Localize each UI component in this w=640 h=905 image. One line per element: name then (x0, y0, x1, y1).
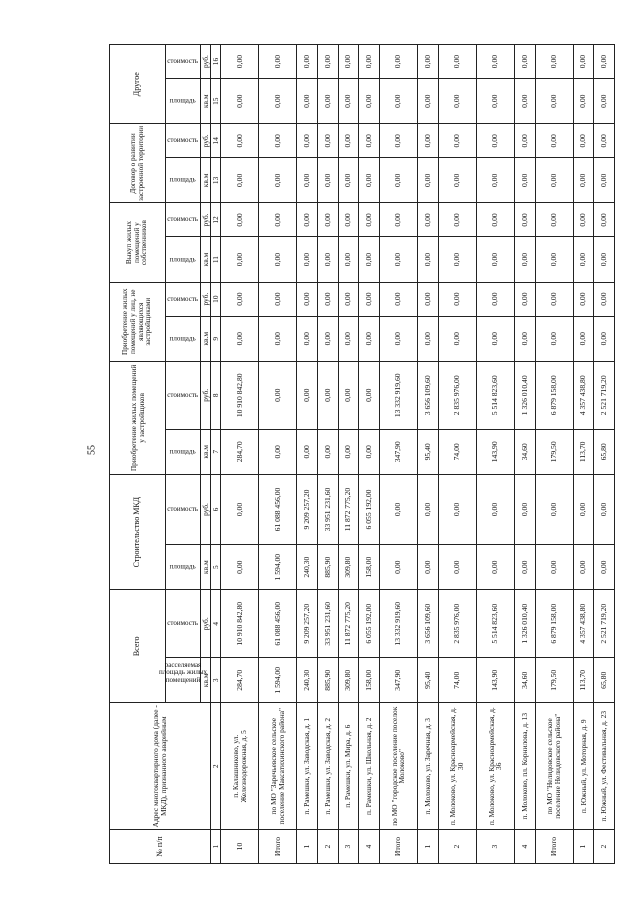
value-cell: 0,00 (379, 474, 417, 544)
value-cell: 0,00 (417, 203, 438, 237)
value-cell: 309,80 (338, 658, 359, 703)
value-cell: 0,00 (297, 237, 318, 282)
table-row (317, 45, 338, 864)
row-number-cell: 1 (297, 830, 318, 864)
address-cell: п. Рамешки, ул. Мира, д. 6 (338, 703, 359, 830)
value-cell: 0,00 (359, 237, 380, 282)
value-cell: 1 594,00 (259, 658, 297, 703)
header-cost: стоимость (166, 45, 201, 79)
col-number: 8 (211, 361, 221, 429)
value-cell: 0,00 (514, 545, 535, 590)
value-cell: 11 872 775,20 (338, 590, 359, 658)
value-cell: 113,70 (573, 429, 594, 474)
value-cell: 5 514 823,60 (476, 361, 514, 429)
value-cell: 284,70 (221, 658, 259, 703)
address-cell: п. Южный, ул. Моторная, д. 9 (573, 703, 594, 830)
value-cell: 0,00 (535, 474, 573, 544)
col-number: 13 (211, 158, 221, 203)
row-number-cell: 2 (594, 830, 615, 864)
header-area: площадь (166, 237, 201, 282)
value-cell: 0,00 (514, 79, 535, 124)
value-cell: 4 357 438,80 (573, 590, 594, 658)
value-cell: 0,00 (594, 79, 615, 124)
value-cell: 0,00 (417, 282, 438, 316)
value-cell: 0,00 (438, 79, 476, 124)
value-cell: 0,00 (476, 203, 514, 237)
address-cell: п. Калашниково, ул. Железнодорожная, д. 5 (221, 703, 259, 830)
address-cell: п. Рамешки, ул. Заводская, д. 1 (297, 703, 318, 830)
value-cell: 0,00 (476, 158, 514, 203)
value-cell: 0,00 (297, 316, 318, 361)
value-cell: 0,00 (438, 545, 476, 590)
col-number: 6 (211, 474, 221, 544)
row-number-cell: 1 (417, 830, 438, 864)
value-cell: 0,00 (359, 203, 380, 237)
unit-cell: руб. (201, 124, 211, 158)
value-cell: 11 872 775,20 (338, 474, 359, 544)
unit-cell: кв.м (201, 237, 211, 282)
column-numbers-row (211, 45, 221, 864)
unit-cell: кв.м (201, 545, 211, 590)
value-cell: 0,00 (417, 45, 438, 79)
value-cell: 0,00 (594, 203, 615, 237)
value-cell: 0,00 (535, 124, 573, 158)
value-cell: 10 910 842,80 (221, 361, 259, 429)
value-cell: 0,00 (514, 474, 535, 544)
value-cell: 0,00 (514, 237, 535, 282)
address-cell: по МО "Нелидовское сельское поселение Нелидовского района" (535, 703, 573, 830)
value-cell: 0,00 (221, 545, 259, 590)
value-cell: 9 209 257,20 (297, 590, 318, 658)
row-number-cell: Итого (259, 830, 297, 864)
value-cell: 0,00 (317, 282, 338, 316)
value-cell: 0,00 (594, 158, 615, 203)
value-cell: 61 088 456,00 (259, 474, 297, 544)
value-cell: 0,00 (476, 545, 514, 590)
value-cell: 65,80 (594, 658, 615, 703)
value-cell: 0,00 (221, 79, 259, 124)
value-cell: 1 326 010,40 (514, 590, 535, 658)
header-group-developers: Приобретение жилых помещений у застройщиков (110, 361, 166, 474)
value-cell: 0,00 (359, 361, 380, 429)
value-cell: 0,00 (514, 316, 535, 361)
value-cell: 0,00 (297, 203, 318, 237)
value-cell: 885,90 (317, 658, 338, 703)
value-cell: 0,00 (573, 203, 594, 237)
col-number: 11 (211, 237, 221, 282)
value-cell: 0,00 (417, 79, 438, 124)
value-cell: 1 594,00 (259, 545, 297, 590)
value-cell: 0,00 (535, 158, 573, 203)
value-cell: 0,00 (297, 361, 318, 429)
col-number: 3 (211, 658, 221, 703)
value-cell: 10 910 842,80 (221, 590, 259, 658)
value-cell: 4 357 438,80 (573, 361, 594, 429)
value-cell: 2 835 976,00 (438, 361, 476, 429)
value-cell: 6 879 158,00 (535, 361, 573, 429)
value-cell: 0,00 (573, 45, 594, 79)
value-cell: 0,00 (379, 282, 417, 316)
value-cell: 0,00 (338, 237, 359, 282)
value-cell: 0,00 (514, 158, 535, 203)
value-cell: 0,00 (379, 45, 417, 79)
header-total-area: расселяемая площадь жилых помещений (166, 658, 201, 703)
header-group-construction: Строительство МКД (110, 474, 166, 589)
value-cell: 0,00 (359, 79, 380, 124)
value-cell: 6 879 158,00 (535, 590, 573, 658)
value-cell: 0,00 (317, 45, 338, 79)
unit-cell: руб. (201, 590, 211, 658)
value-cell: 0,00 (573, 237, 594, 282)
col-number: 12 (211, 203, 221, 237)
value-cell: 95,40 (417, 429, 438, 474)
value-cell: 309,80 (338, 545, 359, 590)
value-cell: 0,00 (338, 429, 359, 474)
value-cell: 0,00 (221, 474, 259, 544)
col-number: 7 (211, 429, 221, 474)
value-cell: 0,00 (594, 237, 615, 282)
header-area: площадь (166, 545, 201, 590)
value-cell: 0,00 (514, 282, 535, 316)
col-number: 4 (211, 590, 221, 658)
value-cell: 0,00 (297, 158, 318, 203)
header-area: площадь (166, 158, 201, 203)
address-cell: п. Южный, ул. Фестивальная, д. 23 (594, 703, 615, 830)
value-cell: 0,00 (594, 282, 615, 316)
table-row (535, 45, 573, 864)
value-cell: 0,00 (535, 79, 573, 124)
value-cell: 0,00 (417, 474, 438, 544)
value-cell: 0,00 (221, 282, 259, 316)
address-cell: п. Молоково, ул. Заречная, д. 3 (417, 703, 438, 830)
value-cell: 0,00 (297, 124, 318, 158)
value-cell: 74,00 (438, 658, 476, 703)
value-cell: 13 332 919,60 (379, 590, 417, 658)
value-cell: 0,00 (317, 237, 338, 282)
row-number-cell: 4 (514, 830, 535, 864)
value-cell: 0,00 (359, 124, 380, 158)
resettlement-table-rotated (109, 44, 615, 864)
address-cell: п. Рамешки, ул. Заводская, д. 2 (317, 703, 338, 830)
value-cell: 0,00 (535, 237, 573, 282)
value-cell: 0,00 (338, 316, 359, 361)
value-cell: 0,00 (438, 124, 476, 158)
value-cell: 0,00 (535, 45, 573, 79)
header-group-buyout: Выкуп жилых помещений у собственников (110, 203, 166, 282)
table-row (476, 45, 514, 864)
unit-cell: кв.м (201, 316, 211, 361)
value-cell: 0,00 (259, 237, 297, 282)
value-cell: 0,00 (359, 316, 380, 361)
value-cell: 0,00 (438, 474, 476, 544)
value-cell: 0,00 (573, 124, 594, 158)
value-cell: 0,00 (338, 282, 359, 316)
value-cell: 0,00 (317, 79, 338, 124)
value-cell: 34,60 (514, 658, 535, 703)
value-cell: 0,00 (338, 124, 359, 158)
value-cell: 13 332 919,60 (379, 361, 417, 429)
col-number: 5 (211, 545, 221, 590)
header-cost: стоимость (166, 361, 201, 429)
value-cell: 0,00 (259, 203, 297, 237)
value-cell: 0,00 (476, 45, 514, 79)
value-cell: 0,00 (417, 158, 438, 203)
value-cell: 284,70 (221, 429, 259, 474)
value-cell: 0,00 (259, 45, 297, 79)
value-cell: 0,00 (259, 282, 297, 316)
header-no: № п/п (110, 830, 211, 864)
value-cell: 0,00 (535, 316, 573, 361)
row-number-cell: 10 (221, 830, 259, 864)
table-row (417, 45, 438, 864)
col-number: 10 (211, 282, 221, 316)
header-group-total: Всего (110, 590, 166, 703)
value-cell: 0,00 (417, 545, 438, 590)
value-cell: 9 209 257,20 (297, 474, 318, 544)
value-cell: 0,00 (379, 79, 417, 124)
header-cost: стоимость (166, 474, 201, 544)
value-cell: 0,00 (359, 45, 380, 79)
value-cell: 2 521 719,20 (594, 590, 615, 658)
value-cell: 0,00 (379, 545, 417, 590)
value-cell: 0,00 (514, 203, 535, 237)
value-cell: 0,00 (417, 124, 438, 158)
table-row (338, 45, 359, 864)
header-cost: стоимость (166, 282, 201, 316)
value-cell: 0,00 (338, 203, 359, 237)
header-cost: стоимость (166, 590, 201, 658)
value-cell: 0,00 (438, 316, 476, 361)
value-cell: 0,00 (573, 545, 594, 590)
value-cell: 0,00 (476, 474, 514, 544)
unit-cell: руб. (201, 474, 211, 544)
value-cell: 0,00 (573, 474, 594, 544)
table-row (514, 45, 535, 864)
value-cell: 347,90 (379, 658, 417, 703)
value-cell: 0,00 (438, 158, 476, 203)
header-area: площадь (166, 429, 201, 474)
value-cell: 33 951 231,60 (317, 590, 338, 658)
value-cell: 0,00 (417, 316, 438, 361)
value-cell: 0,00 (438, 282, 476, 316)
value-cell: 0,00 (594, 474, 615, 544)
row-number-cell: Итого (379, 830, 417, 864)
value-cell: 0,00 (317, 158, 338, 203)
value-cell: 1 326 010,40 (514, 361, 535, 429)
value-cell: 0,00 (338, 158, 359, 203)
value-cell: 0,00 (476, 237, 514, 282)
value-cell: 113,70 (573, 658, 594, 703)
value-cell: 0,00 (297, 79, 318, 124)
value-cell: 158,00 (359, 658, 380, 703)
unit-cell: кв.м (201, 658, 211, 703)
address-cell: по МО "городское поселение поселок Молоково" (379, 703, 417, 830)
unit-cell: руб. (201, 282, 211, 316)
col-number: 9 (211, 316, 221, 361)
value-cell: 0,00 (379, 203, 417, 237)
value-cell: 0,00 (317, 361, 338, 429)
header-area: площадь (166, 79, 201, 124)
value-cell: 240,30 (297, 658, 318, 703)
row-number-cell: Итого (535, 830, 573, 864)
value-cell: 0,00 (379, 124, 417, 158)
value-cell: 0,00 (417, 237, 438, 282)
value-cell: 0,00 (438, 203, 476, 237)
row-number-cell: 2 (317, 830, 338, 864)
value-cell: 0,00 (221, 203, 259, 237)
value-cell: 0,00 (594, 316, 615, 361)
value-cell: 0,00 (573, 316, 594, 361)
header-group-non-developers: Приобретение жилых помещений у лиц, не являющихся застройщиками (110, 282, 166, 361)
address-cell: п. Рамешки, ул. Школьная, д. 2 (359, 703, 380, 830)
row-number-cell: 1 (573, 830, 594, 864)
value-cell: 0,00 (359, 282, 380, 316)
value-cell: 0,00 (359, 429, 380, 474)
address-cell: п. Молоково, ул. Красноармейская, д. 30 (438, 703, 476, 830)
value-cell: 0,00 (259, 79, 297, 124)
value-cell: 885,90 (317, 545, 338, 590)
table-row (359, 45, 380, 864)
header-group-development: Договор о развитии застроенной территории (110, 124, 166, 203)
value-cell: 0,00 (259, 361, 297, 429)
value-cell: 143,90 (476, 429, 514, 474)
header-address: Адрес многоквартирного дома (далее - МКД), признанного аварийным (110, 703, 211, 830)
unit-cell: руб. (201, 361, 211, 429)
value-cell: 2 521 719,20 (594, 361, 615, 429)
value-cell: 347,90 (379, 429, 417, 474)
value-cell: 0,00 (338, 79, 359, 124)
col-number: 2 (211, 703, 221, 830)
row-number-cell: 3 (476, 830, 514, 864)
value-cell: 0,00 (535, 545, 573, 590)
address-cell: п. Молоково, пл. Корнилова, д. 13 (514, 703, 535, 830)
value-cell: 0,00 (594, 124, 615, 158)
col-number: 15 (211, 79, 221, 124)
value-cell: 3 656 109,60 (417, 590, 438, 658)
value-cell: 0,00 (317, 203, 338, 237)
col-number: 16 (211, 45, 221, 79)
value-cell: 0,00 (379, 316, 417, 361)
value-cell: 6 055 192,00 (359, 474, 380, 544)
value-cell: 0,00 (259, 316, 297, 361)
table-row (573, 45, 594, 864)
value-cell: 0,00 (476, 316, 514, 361)
value-cell: 0,00 (259, 158, 297, 203)
value-cell: 0,00 (476, 282, 514, 316)
value-cell: 5 514 823,60 (476, 590, 514, 658)
value-cell: 0,00 (535, 203, 573, 237)
value-cell: 0,00 (297, 45, 318, 79)
value-cell: 0,00 (379, 237, 417, 282)
page-number: 55 (86, 445, 98, 455)
unit-cell: кв.м (201, 158, 211, 203)
value-cell: 0,00 (297, 429, 318, 474)
value-cell: 33 951 231,60 (317, 474, 338, 544)
table-row (259, 45, 297, 864)
row-number-cell: 2 (438, 830, 476, 864)
header-cost: стоимость (166, 203, 201, 237)
value-cell: 2 835 976,00 (438, 590, 476, 658)
value-cell: 0,00 (573, 282, 594, 316)
value-cell: 0,00 (359, 158, 380, 203)
table-row (379, 45, 417, 864)
value-cell: 0,00 (594, 45, 615, 79)
value-cell: 0,00 (514, 45, 535, 79)
value-cell: 0,00 (259, 124, 297, 158)
value-cell: 0,00 (259, 429, 297, 474)
value-cell: 0,00 (338, 45, 359, 79)
value-cell: 179,50 (535, 429, 573, 474)
value-cell: 0,00 (221, 45, 259, 79)
header-area: площадь (166, 316, 201, 361)
value-cell: 0,00 (221, 316, 259, 361)
value-cell: 61 088 456,00 (259, 590, 297, 658)
unit-cell: руб. (201, 45, 211, 79)
value-cell: 0,00 (221, 158, 259, 203)
address-cell: по МО "Заречьевское сельское поселение Максатихинского района" (259, 703, 297, 830)
row-number-cell: 4 (359, 830, 380, 864)
resettlement-table (109, 44, 615, 864)
value-cell: 0,00 (221, 237, 259, 282)
value-cell: 179,50 (535, 658, 573, 703)
value-cell: 0,00 (438, 45, 476, 79)
value-cell: 0,00 (476, 124, 514, 158)
value-cell: 0,00 (379, 158, 417, 203)
value-cell: 0,00 (317, 124, 338, 158)
value-cell: 3 656 109,60 (417, 361, 438, 429)
value-cell: 158,00 (359, 545, 380, 590)
value-cell: 0,00 (594, 545, 615, 590)
value-cell: 95,40 (417, 658, 438, 703)
unit-cell: кв.м (201, 79, 211, 124)
value-cell: 6 055 192,00 (359, 590, 380, 658)
value-cell: 65,80 (594, 429, 615, 474)
value-cell: 0,00 (438, 237, 476, 282)
value-cell: 0,00 (317, 429, 338, 474)
header-group-other: Другое (110, 45, 166, 124)
address-cell: п. Молоково, ул. Красноармейская, д. 36 (476, 703, 514, 830)
value-cell: 0,00 (573, 158, 594, 203)
table-row (297, 45, 318, 864)
value-cell: 0,00 (535, 282, 573, 316)
value-cell: 0,00 (476, 79, 514, 124)
value-cell: 240,30 (297, 545, 318, 590)
col-number: 14 (211, 124, 221, 158)
header-cost: стоимость (166, 124, 201, 158)
value-cell: 0,00 (573, 79, 594, 124)
row-number-cell: 3 (338, 830, 359, 864)
value-cell: 0,00 (221, 124, 259, 158)
unit-cell: руб. (201, 203, 211, 237)
value-cell: 0,00 (514, 124, 535, 158)
value-cell: 0,00 (297, 282, 318, 316)
value-cell: 143,90 (476, 658, 514, 703)
value-cell: 0,00 (338, 361, 359, 429)
value-cell: 0,00 (317, 316, 338, 361)
table-row (221, 45, 259, 864)
value-cell: 34,60 (514, 429, 535, 474)
value-cell: 74,00 (438, 429, 476, 474)
unit-cell: кв.м (201, 429, 211, 474)
col-number: 1 (211, 830, 221, 864)
table-row (438, 45, 476, 864)
table-row (594, 45, 615, 864)
